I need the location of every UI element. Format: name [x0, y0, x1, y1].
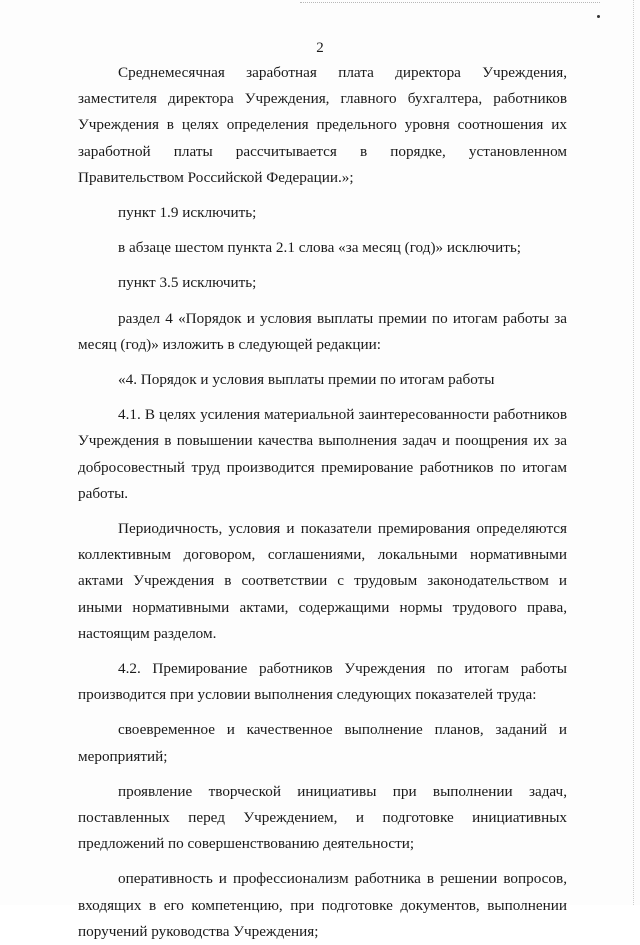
list-item-plans: своевременное и качественное выполнение планов, заданий и мероприятий;: [78, 721, 567, 765]
scan-speck: [597, 15, 600, 18]
paragraph-average-salary: Среднемесячная заработная плата директора Учреждения, заместителя директора Учреждения, главного бухгалтера, работников Учреждения в целях определения предельного уровня соотношения их заработной платы рассчитывается в порядке, установленном Правительством Российской Федерации.»;: [78, 64, 567, 186]
paragraph-section-4-intro: раздел 4 «Порядок и условия выплаты премии по итогам работы за месяц (год)» изложить в следующей редакции:: [78, 309, 567, 353]
paragraph-4-1: 4.1. В целях усиления материальной заинтересованности работников Учреждения в повышении качества выполнения задач и поощрения их за добросовестный труд производится премирование работников по итогам работы.: [78, 406, 567, 502]
paragraph-item-1-9: пункт 1.9 исключить;: [118, 204, 257, 222]
list-item-initiative: проявление творческой инициативы при выполнении задач, поставленных перед Учреждением, и подготовке инициативных предложений по совершенствованию деятельности;: [78, 782, 567, 853]
page-number: 2: [316, 40, 324, 56]
document-body: [78, 60, 567, 945]
paragraph-item-3-5: пункт 3.5 исключить;: [118, 274, 257, 292]
paragraph-periodicity: Периодичность, условия и показатели премирования определяются коллективным договором, соглашениями, локальными нормативными актами Учреждения в соответствии с трудовым законодательством и иными нормативными актами, содержащими нормы трудового права, настоящим разделом.: [78, 520, 567, 642]
paragraph-item-2-1: в абзаце шестом пункта 2.1 слова «за месяц (год)» исключить;: [118, 239, 522, 257]
paragraph-4-2: 4.2. Премирование работников Учреждения по итогам работы производится при условии выполнения следующих показателей труда:: [78, 660, 567, 704]
scan-top-rule: [300, 2, 600, 3]
list-item-efficiency: оперативность и профессионализм работника в решении вопросов, входящих в его компетенцию, при подготовке документов, выполнении поручений руководства Учреждения;: [78, 870, 567, 940]
scan-right-edge: [633, 0, 634, 905]
section-heading-4: «4. Порядок и условия выплаты премии по итогам работы: [118, 371, 495, 389]
